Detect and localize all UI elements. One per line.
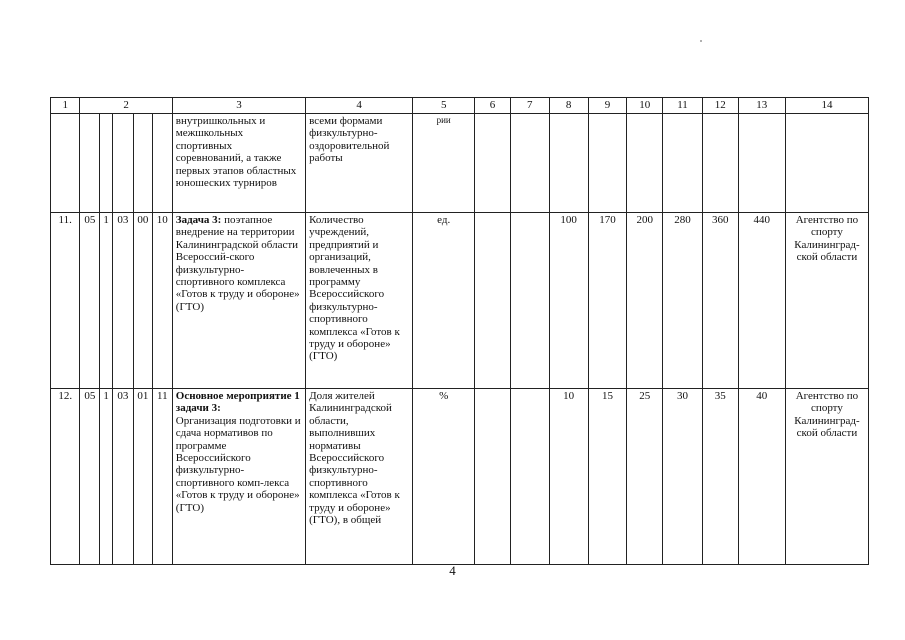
- cell-executor: Агентство по спорту Калининград-ской области: [785, 389, 868, 565]
- cell-number: 11.: [51, 213, 80, 389]
- cell-value: 100: [549, 213, 588, 389]
- cell-code: 10: [152, 213, 172, 389]
- cell-value: [588, 114, 627, 213]
- table-row-11: [51, 213, 869, 389]
- cell-code: [152, 114, 172, 213]
- cell-value: [549, 114, 588, 213]
- cell-value: [627, 114, 663, 213]
- cell-value: 25: [627, 389, 663, 565]
- indicators-table: [50, 97, 869, 565]
- cell-value: 360: [702, 213, 738, 389]
- cell-code: 01: [133, 389, 152, 565]
- header-cell: 8: [549, 98, 588, 114]
- cell-indicator: всеми формами физкультурно-оздоровительной работы: [306, 114, 413, 213]
- cell-value: 35: [702, 389, 738, 565]
- cell-value: [475, 114, 511, 213]
- cell-value: [475, 213, 511, 389]
- cell-value: [510, 389, 549, 565]
- cell-task: [172, 389, 305, 565]
- task-text: Организация подготовки и сдача нормативов по программе Всероссийского физкультурно-спортивного комп-лекса «Готов к труду и обороне» (ГТО): [175, 414, 301, 514]
- cell-task: [172, 213, 305, 389]
- cell-code: [112, 114, 133, 213]
- cell-executor: Агентство по спорту Калининград-ской области: [785, 213, 868, 389]
- header-cell: 2: [80, 98, 172, 114]
- cell-value: [702, 114, 738, 213]
- page-number: 4: [449, 563, 456, 578]
- header-cell: 3: [172, 98, 305, 114]
- cell-value: [663, 114, 703, 213]
- header-cell: 12: [702, 98, 738, 114]
- cell-value: 170: [588, 213, 627, 389]
- table-row-continued: [51, 114, 869, 213]
- cell-value: 40: [738, 389, 785, 565]
- cell-code: 11: [152, 389, 172, 565]
- header-cell: 4: [306, 98, 413, 114]
- cell-code: 1: [100, 213, 113, 389]
- task-label: Задача 3:: [175, 214, 222, 226]
- header-cell: 10: [627, 98, 663, 114]
- header-cell: 14: [785, 98, 868, 114]
- task-label: Основное мероприятие 1 задачи 3:: [175, 390, 300, 415]
- header-cell: 6: [475, 98, 511, 114]
- cell-unit: %: [413, 389, 475, 565]
- cell-value: [475, 389, 511, 565]
- cell-code: 05: [80, 213, 100, 389]
- cell-value: 10: [549, 389, 588, 565]
- cell-code: 03: [112, 213, 133, 389]
- cell-number: [51, 114, 80, 213]
- table-row-12: [51, 389, 869, 565]
- header-cell: 13: [738, 98, 785, 114]
- header-cell: 11: [663, 98, 703, 114]
- cell-code: [80, 114, 100, 213]
- cell-code: 00: [133, 213, 152, 389]
- cell-value: 280: [663, 213, 703, 389]
- scan-speck: [700, 40, 702, 42]
- cell-value: [510, 213, 549, 389]
- cell-executor: [785, 114, 868, 213]
- cell-value: [510, 114, 549, 213]
- cell-unit: рии: [413, 114, 475, 213]
- cell-code: 1: [100, 389, 113, 565]
- cell-code: 03: [112, 389, 133, 565]
- cell-value: 440: [738, 213, 785, 389]
- header-cell: 1: [51, 98, 80, 114]
- cell-indicator: Количество учреждений, предприятий и организаций, вовлеченных в программу Всероссийского физкультурно-спортивного комплекса «Готов к труду и обороне» (ГТО): [306, 213, 413, 389]
- cell-code: [133, 114, 152, 213]
- cell-value: 30: [663, 389, 703, 565]
- cell-value: 15: [588, 389, 627, 565]
- cell-task: внутришкольных и межшкольных спортивных соревнований, а также первых этапов областных юношеских турниров: [172, 114, 305, 213]
- header-cell: 7: [510, 98, 549, 114]
- task-text: поэтапное внедрение на территории Калининградской области Всероссий-ского физкультурно-спортивного комплекса «Готов к труду и обороне» (ГТО): [175, 214, 300, 313]
- cell-indicator: Доля жителей Калининградской области, выполнивших нормативы Всероссийского физкультурно-спортивного комплекса «Готов к труду и обороне» (ГТО), в общей: [306, 389, 413, 565]
- cell-code: 05: [80, 389, 100, 565]
- cell-value: 200: [627, 213, 663, 389]
- cell-value: [738, 114, 785, 213]
- cell-number: 12.: [51, 389, 80, 565]
- header-cell: 5: [413, 98, 475, 114]
- cell-unit: ед.: [413, 213, 475, 389]
- header-cell: 9: [588, 98, 627, 114]
- cell-code: [100, 114, 113, 213]
- header-row: [51, 98, 869, 114]
